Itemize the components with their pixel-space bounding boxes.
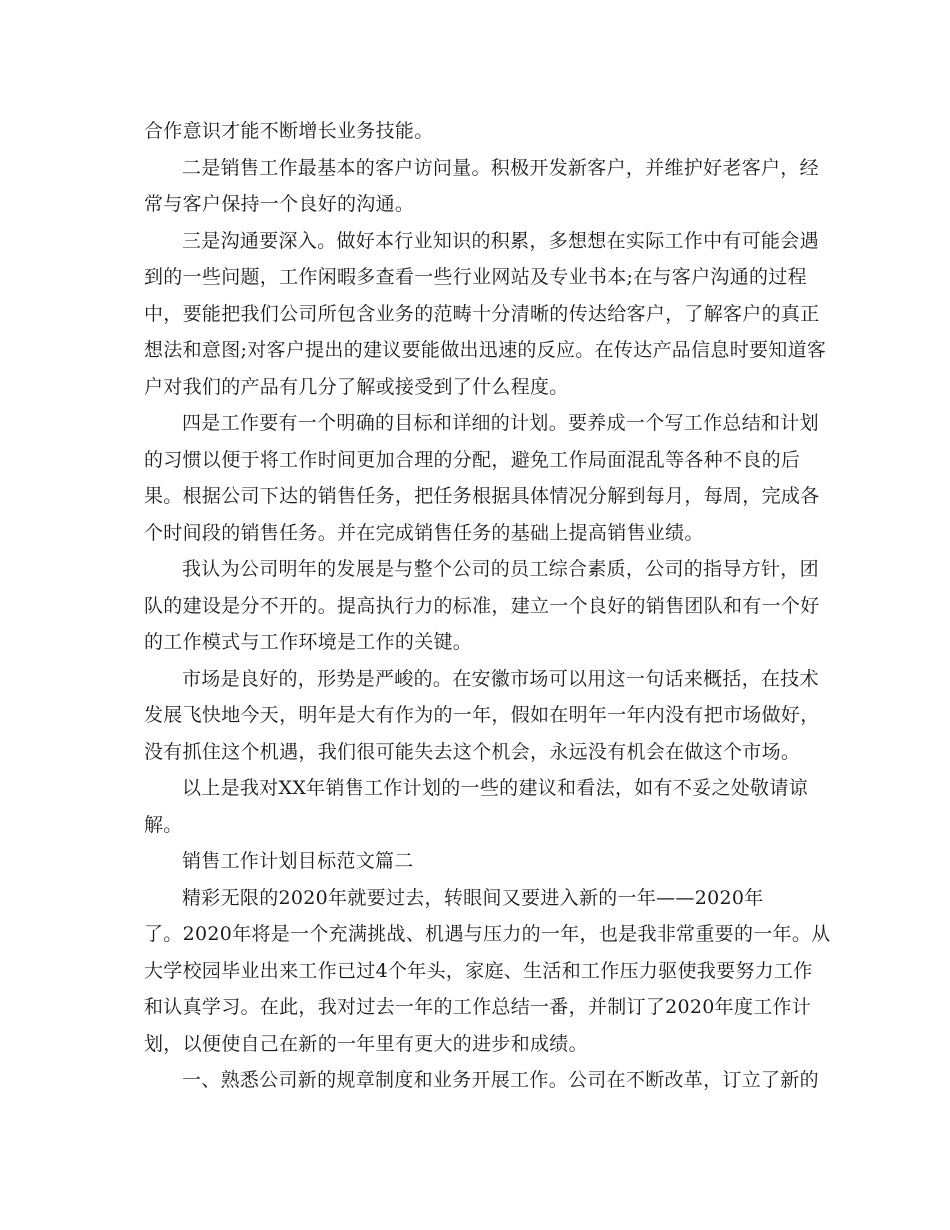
text-line: 精彩无限的2020年就要过去，转眼间又要进入新的一年——2020年 bbox=[182, 886, 764, 909]
text-line: 解。 bbox=[144, 813, 183, 836]
text-line: 二是销售工作最基本的客户访问量。积极开发新客户，并维护好老客户，经 bbox=[182, 156, 819, 179]
text-line: 没有抓住这个机遇，我们很可能失去这个机会，永远没有机会在做这个市场。 bbox=[144, 740, 801, 763]
text-line: 的习惯以便于将工作时间更加合理的分配，避免工作局面混乱等各种不良的后 bbox=[144, 448, 801, 471]
text-line: 发展飞快地今天，明年是大有作为的一年，假如在明年一年内没有把市场做好， bbox=[144, 704, 820, 726]
text-line: 四是工作要有一个明确的目标和详细的计划。要养成一个写工作总结和计划 bbox=[182, 412, 819, 434]
text-line: 个时间段的销售任务。并在完成销售任务的基础上提高销售业绩。 bbox=[144, 521, 704, 544]
text-line: 果。根据公司下达的销售任务，把任务根据具体情况分解到每月，每周，完成各 bbox=[144, 485, 820, 507]
text-line: 到的一些问题，工作闲暇多查看一些行业网站及专业书本;在与客户沟通的过程 bbox=[144, 266, 807, 288]
document-body bbox=[144, 113, 831, 1099]
text-line: 常与客户保持一个良好的沟通。 bbox=[144, 193, 415, 215]
text-line: 队的建设是分不开的。提高执行力的标准，建立一个良好的销售团队和有一个好 bbox=[144, 594, 820, 617]
text-line: 了。2020年将是一个充满挑战、机遇与压力的一年，也是我非常重要的一年。从 bbox=[144, 923, 831, 945]
text-line: 中，要能把我们公司所包含业务的范畴十分清晰的传达给客户，了解客户的真正 bbox=[144, 302, 820, 325]
text-line: 合作意识才能不断增长业务技能。 bbox=[144, 120, 434, 142]
text-line: 市场是良好的，形势是严峻的。在安徽市场可以用这一句话来概括，在技术 bbox=[182, 667, 819, 690]
text-line: 大学校园毕业出来工作已过4个年头，家庭、生活和工作压力驱使我要努力工作 bbox=[144, 959, 813, 982]
text-line: 一、熟悉公司新的规章制度和业务开展工作。公司在不断改革，订立了新的 bbox=[182, 1069, 819, 1091]
text-line: 户对我们的产品有几分了解或接受到了什么程度。 bbox=[144, 375, 569, 398]
text-line: 以上是我对XX年销售工作计划的一些的建议和看法，如有不妥之处敬请谅 bbox=[182, 777, 808, 799]
text-line: 销售工作计划目标范文篇二 bbox=[182, 850, 414, 872]
text-line: 想法和意图;对客户提出的建议要能做出迅速的反应。在传达产品信息时要知道客 bbox=[144, 339, 827, 361]
text-line: 的工作模式与工作环境是工作的关键。 bbox=[144, 631, 473, 653]
text-line: 我认为公司明年的发展是与整个公司的员工综合素质，公司的指导方针，团 bbox=[182, 558, 819, 580]
text-line: 三是沟通要深入。做好本行业知识的积累，多想想在实际工作中有可能会遇 bbox=[182, 229, 819, 252]
text-line: 和认真学习。在此，我对过去一年的工作总结一番，并制订了2020年度工作计 bbox=[144, 996, 812, 1018]
text-line: 划，以便使自己在新的一年里有更大的进步和成绩。 bbox=[144, 1032, 588, 1055]
